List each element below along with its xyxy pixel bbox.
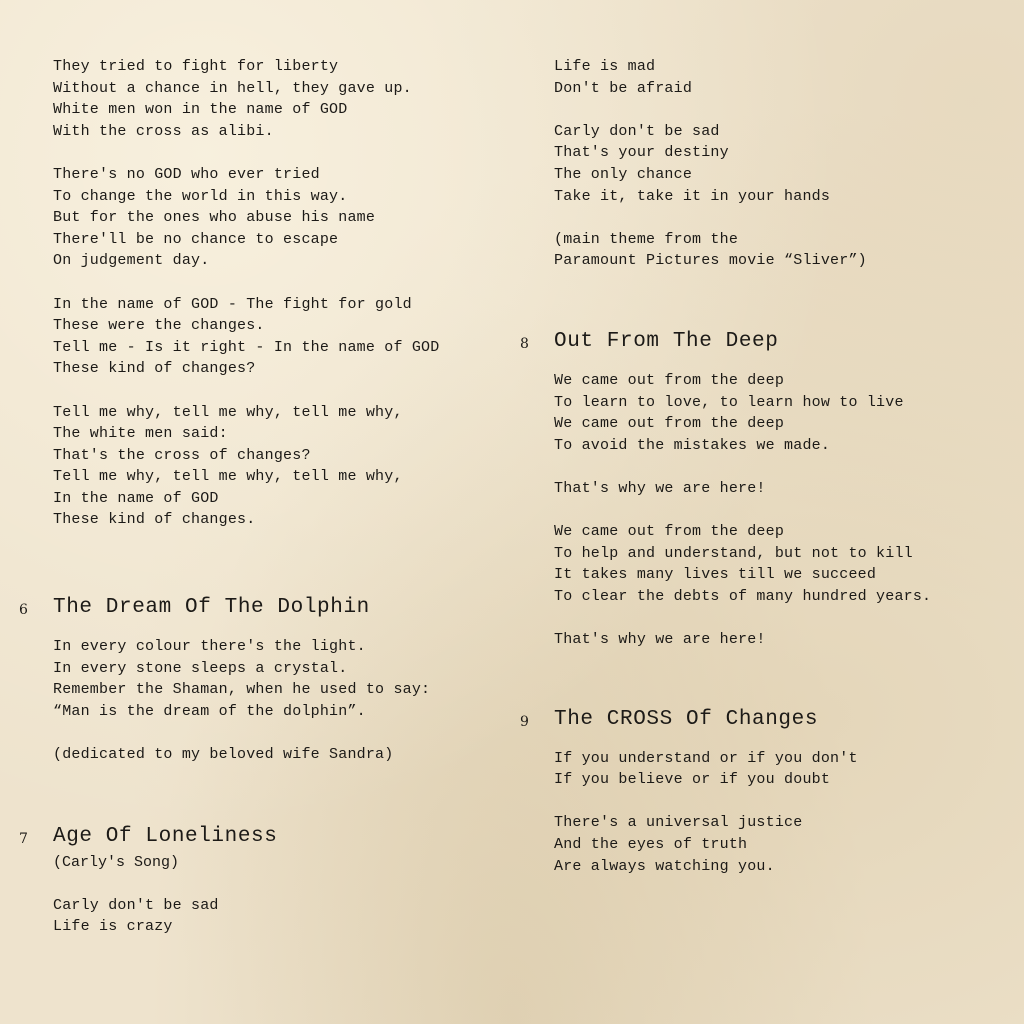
lyric-line: On judgement day.	[53, 252, 210, 270]
stanza	[554, 229, 1014, 272]
song-9	[520, 705, 1014, 878]
stanza	[554, 478, 1014, 500]
lyric-line: Take it, take it in your hands	[554, 187, 831, 205]
stanza	[53, 164, 513, 272]
lyric-line: It takes many lives till we succeed	[554, 566, 877, 584]
song-7	[19, 822, 513, 938]
song-title: Out From The Deep	[554, 329, 779, 353]
lyric-line: That's why we are here!	[554, 479, 766, 497]
lyric-line: If you understand or if you don't	[554, 749, 858, 767]
song-title: Age Of Loneliness	[53, 824, 278, 848]
lyric-line: In the name of GOD - The fight for gold	[53, 295, 412, 313]
lyric-line: And the eyes of truth	[554, 836, 748, 854]
lyric-line: Carly don't be sad	[554, 122, 720, 140]
lyric-line: To learn to love, to learn how to live	[554, 393, 904, 411]
stanza	[53, 895, 513, 938]
lyric-line: That's your destiny	[554, 144, 729, 162]
track-number: 6	[19, 602, 28, 619]
credit-note: Paramount Pictures movie “Sliver”)	[554, 252, 867, 270]
lyric-line: But for the ones who abuse his name	[53, 209, 376, 227]
lyric-line: They tried to fight for liberty	[53, 58, 339, 75]
stanza	[53, 402, 513, 532]
lyric-line: Tell me - Is it right - In the name of GOD	[53, 338, 440, 356]
lyric-line: There's a universal justice	[554, 814, 803, 832]
lyric-line: In the name of GOD	[53, 489, 219, 507]
lyric-line: White men won in the name of GOD	[53, 101, 348, 119]
song-7-continued	[554, 56, 1014, 272]
lyric-line: To help and understand, but not to kill	[554, 544, 913, 562]
stanza	[53, 636, 513, 722]
track-number: 7	[19, 830, 28, 847]
lyric-line: We came out from the deep	[554, 523, 785, 541]
song-header	[19, 593, 513, 623]
lyric-line: “Man is the dream of the dolphin”.	[53, 702, 366, 720]
stanza	[554, 812, 1014, 877]
lyric-line: There'll be no chance to escape	[53, 230, 339, 248]
lyric-line: Remember the Shaman, when he used to say:	[53, 681, 431, 699]
stanza	[53, 294, 513, 380]
lyric-line: In every colour there's the light.	[53, 638, 366, 656]
lyric-line: The white men said:	[53, 425, 228, 443]
intro-lyrics	[53, 56, 513, 531]
lyric-line: To change the world in this way.	[53, 187, 348, 205]
lyric-line: If you believe or if you doubt	[554, 771, 831, 789]
lyric-line: Are always watching you.	[554, 857, 775, 875]
song-subtitle: (Carly's Song)	[53, 853, 180, 871]
stanza	[554, 629, 1014, 651]
song-title: The CROSS Of Changes	[554, 707, 819, 731]
stanza	[53, 744, 513, 766]
lyric-line: These kind of changes.	[53, 511, 256, 529]
track-number: 8	[520, 335, 529, 352]
credit-note: (main theme from the	[554, 230, 739, 248]
lyric-line: The only chance	[554, 165, 693, 183]
lyric-line: These kind of changes?	[53, 360, 256, 378]
stanza	[554, 56, 1014, 99]
stanza	[554, 521, 1014, 607]
lyric-line: To avoid the mistakes we made.	[554, 436, 831, 454]
lyric-line: Don't be afraid	[554, 79, 693, 97]
lyric-line: Life is mad	[554, 58, 656, 75]
song-header	[520, 705, 1014, 735]
lyric-line: In every stone sleeps a crystal.	[53, 659, 348, 677]
lyric-line: To clear the debts of many hundred years.	[554, 587, 932, 605]
right-column	[520, 56, 1014, 877]
stanza	[53, 56, 513, 142]
lyric-line: That's why we are here!	[554, 631, 766, 649]
lyric-line: With the cross as alibi.	[53, 122, 274, 140]
lyric-line: Without a chance in hell, they gave up.	[53, 79, 412, 97]
lyric-line: Life is crazy	[53, 918, 173, 936]
stanza	[554, 121, 1014, 207]
lyric-line: We came out from the deep	[554, 371, 785, 389]
left-column	[19, 56, 513, 938]
song-header	[520, 327, 1014, 357]
dedication-note: (dedicated to my beloved wife Sandra)	[53, 746, 394, 764]
song-8	[520, 327, 1014, 651]
stanza	[554, 748, 1014, 791]
track-number: 9	[520, 713, 529, 730]
stanza	[554, 370, 1014, 456]
song-title: The Dream Of The Dolphin	[53, 596, 370, 620]
lyric-line: That's the cross of changes?	[53, 446, 311, 464]
lyric-line: We came out from the deep	[554, 415, 785, 433]
lyric-line: There's no GOD who ever tried	[53, 165, 320, 183]
lyric-line: These were the changes.	[53, 317, 265, 335]
song-6	[19, 593, 513, 766]
lyric-line: Tell me why, tell me why, tell me why,	[53, 403, 403, 421]
song-header	[19, 822, 513, 852]
lyric-line: Tell me why, tell me why, tell me why,	[53, 468, 403, 486]
lyric-line: Carly don't be sad	[53, 896, 219, 914]
